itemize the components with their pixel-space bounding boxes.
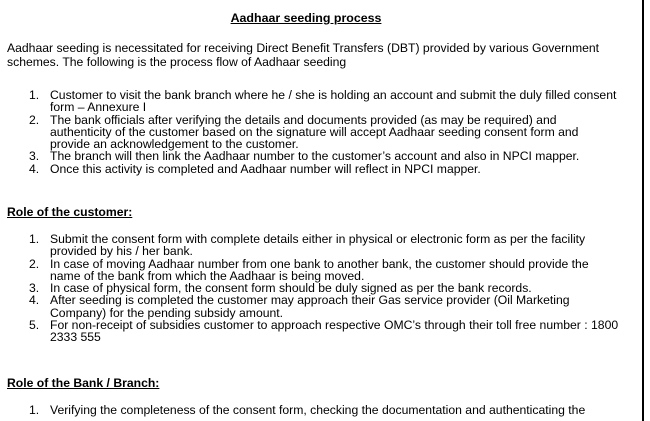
list-item-text: In case of moving Aadhaar number from one bank to another bank, the customer should provide the name of the bank from which the Aadhaar is being moved. xyxy=(50,256,589,283)
list-number: 1. xyxy=(29,403,40,417)
list-number: 4. xyxy=(29,161,40,176)
list-item-text: The branch will then link the Aadhaar number to the customer’s account and also in NPCI mapper. xyxy=(50,149,580,164)
list-item-text: Verifying the completeness of the consent form, checking the documentation and authenticating the xyxy=(50,403,586,417)
list-item-text: In case of physical form, the consent form should be duly signed as per the bank records. xyxy=(50,281,532,296)
document-title: Aadhaar seeding process xyxy=(230,11,382,25)
list-number: 5. xyxy=(29,318,40,333)
list-item-text: For non-receipt of subsidies customer to approach respective OMC’s through their toll free number : 1800 2333 555 xyxy=(50,318,619,345)
customer-role-list xyxy=(0,233,620,344)
page-border xyxy=(642,0,644,421)
list-item-text: Once this activity is completed and Aadhaar number will reflect in NPCI mapper. xyxy=(50,161,481,176)
list-number: 1. xyxy=(29,88,40,102)
list-item-text: After seeding is completed the customer may approach their Gas service provider (Oil Marketing Company) for the pending subsidy amount. xyxy=(50,293,570,320)
list-number: 1. xyxy=(29,232,40,246)
list-item-text: Customer to visit the bank branch where he / she is holding an account and submit the duly filled consent form – Annexure I xyxy=(50,88,617,115)
list-item xyxy=(0,163,620,175)
list-item-text: The bank officials after verifying the details and documents provided (as may be required) and authenticity of the customer based on the signature will accept Aadhaar seeding consent form and provide an acknowledgement to the customer. xyxy=(50,112,579,152)
list-item xyxy=(0,294,620,319)
intro-paragraph: Aadhaar seeding is necessitated for receiving Direct Benefit Transfers (DBT) provided by various Government schemes. The following is the process flow of Aadhaar seeding xyxy=(7,41,600,69)
list-number: 2. xyxy=(29,256,40,271)
list-number: 4. xyxy=(29,293,40,308)
list-item xyxy=(0,114,620,151)
bank-role-heading: Role of the Bank / Branch: xyxy=(7,376,160,390)
list-number: 2. xyxy=(29,112,40,127)
process-steps-list xyxy=(0,89,620,175)
list-item xyxy=(0,319,620,344)
list-item xyxy=(0,258,620,283)
list-item xyxy=(0,89,620,114)
list-item-text: Submit the consent form with complete details either in physical or electronic form as per the facility provided by his / her bank. xyxy=(50,232,586,259)
list-number: 3. xyxy=(29,149,40,164)
list-item xyxy=(0,404,620,416)
list-item xyxy=(0,233,620,258)
bank-role-list xyxy=(0,404,620,416)
list-number: 3. xyxy=(29,281,40,296)
customer-role-heading: Role of the customer: xyxy=(7,205,133,219)
